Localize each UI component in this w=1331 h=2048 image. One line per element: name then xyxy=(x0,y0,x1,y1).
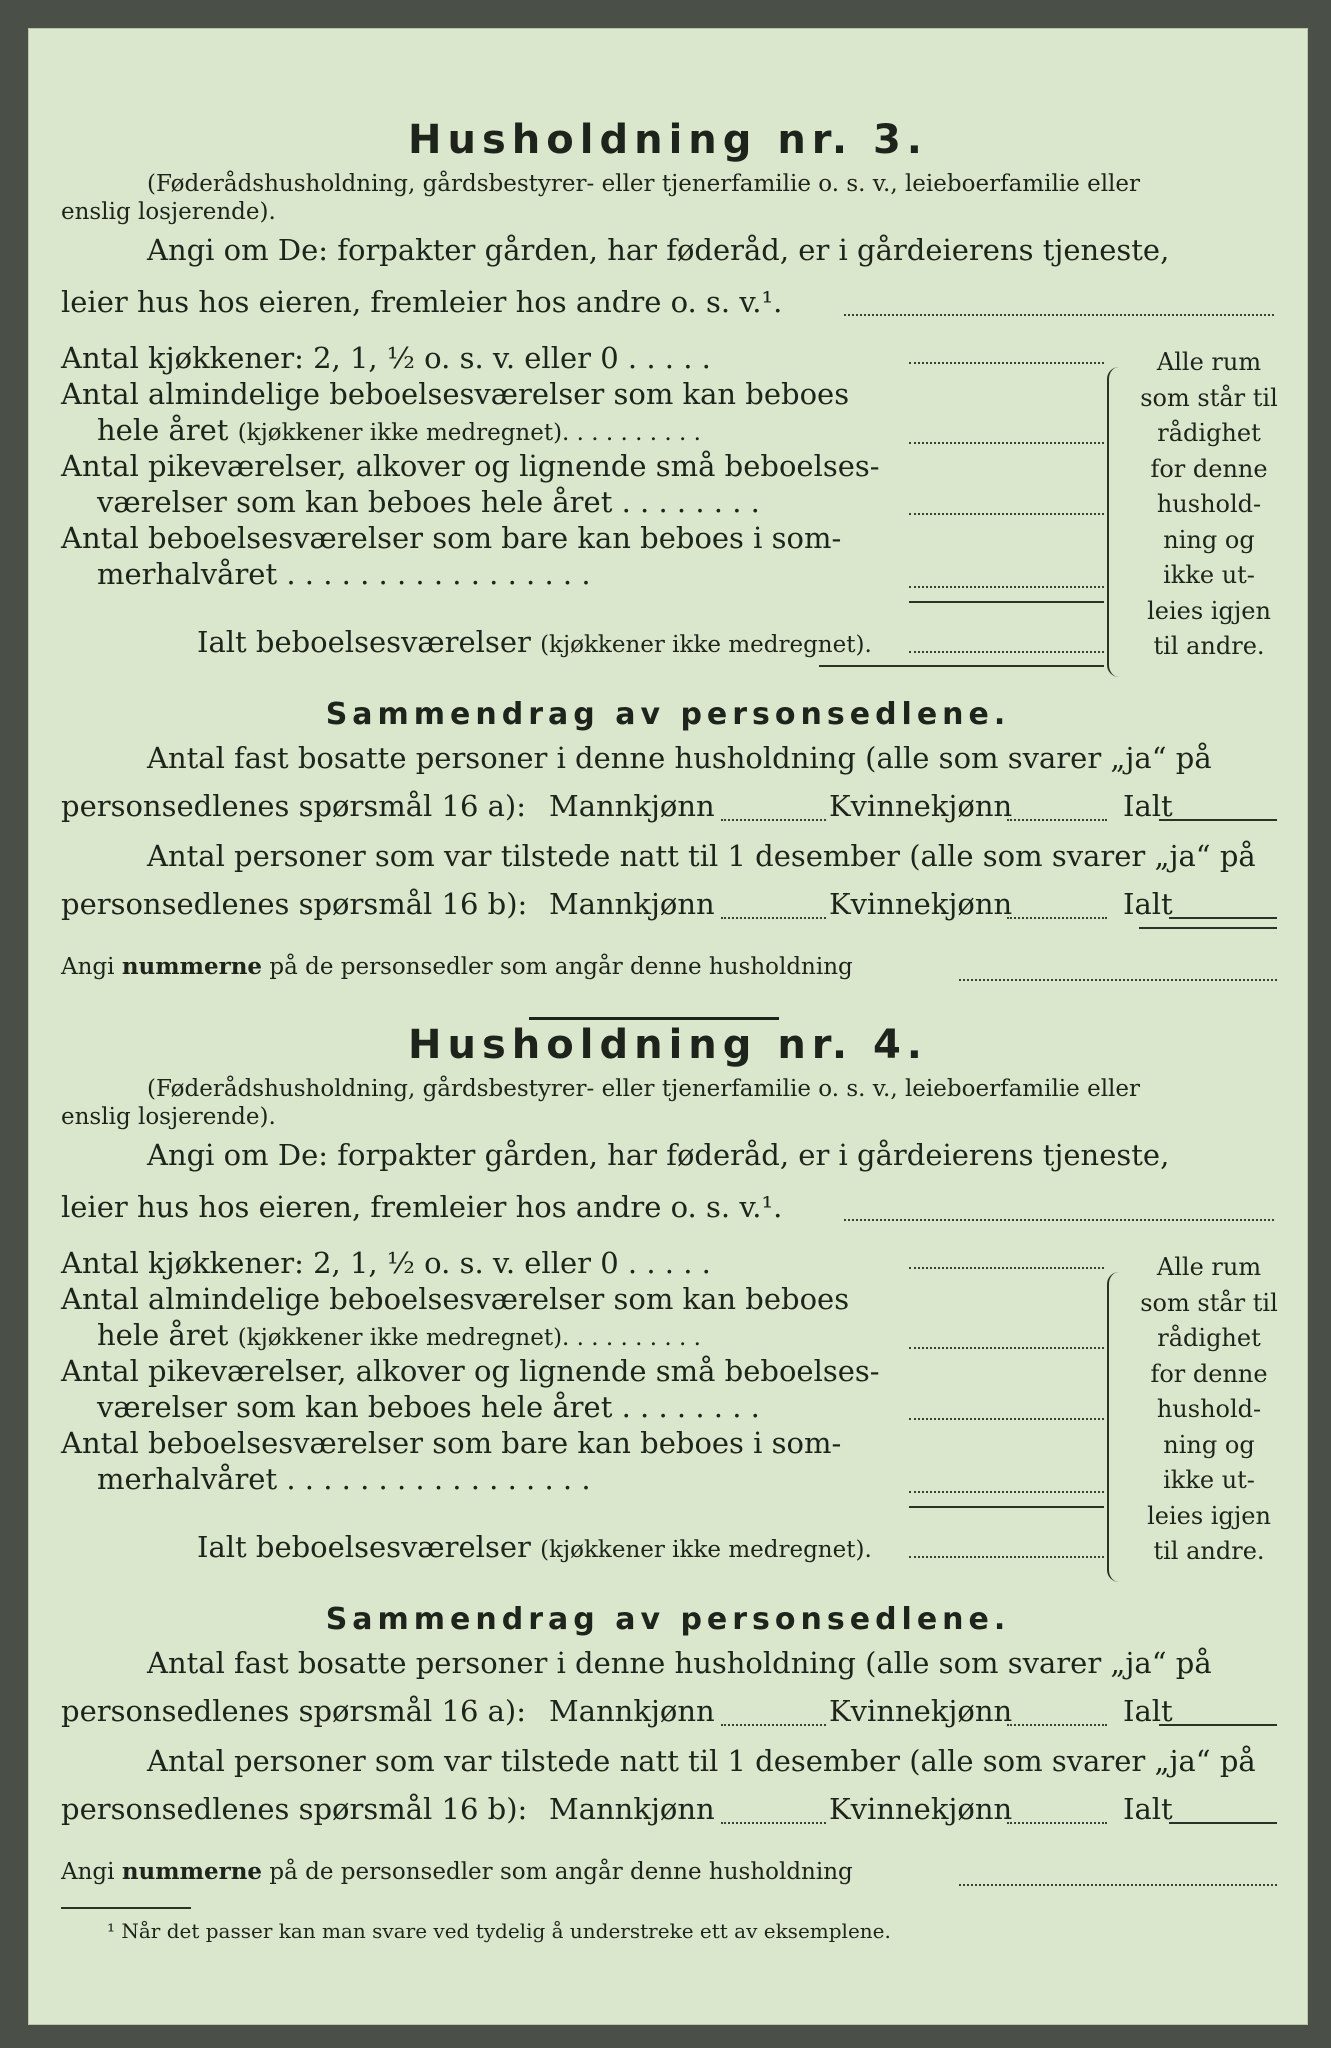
side-note: Alle rum som står til rådighet for denne hushold- ning og ikke ut- leies igjen til andre. xyxy=(1140,348,1278,660)
present-total-field[interactable] xyxy=(1169,917,1277,919)
numbers-label: Angi nummerne på de personsedler som angår denne husholdning xyxy=(61,953,853,980)
summer-rooms-underline xyxy=(909,1506,1104,1508)
present-line1: Antal personer som var tilstede natt til 1 desember (alle som svarer „ja“ på xyxy=(147,1744,1256,1778)
ask-answer-field[interactable] xyxy=(844,314,1274,316)
summer-rooms-label-line2: merhalvåret . . . . . . . . . . . . . . . . . xyxy=(97,557,591,591)
summer-rooms-label-line2: merhalvåret . . . . . . . . . . . . . . . . . xyxy=(97,1462,591,1496)
resident-line1: Antal fast bosatte personer i denne husholdning (alle som svarer „ja“ på xyxy=(147,741,1212,775)
present-total-label: Ialt xyxy=(1123,1792,1173,1826)
summer-rooms-underline xyxy=(909,601,1104,603)
resident-line2: personsedlenes spørsmål 16 a): xyxy=(61,1694,527,1728)
kitchens-label: Antal kjøkkener: 2, 1, ½ o. s. v. eller 0 . . . . . xyxy=(61,341,711,375)
rooms-label-line1: Antal almindelige beboelsesværelser som kan beboes xyxy=(61,377,850,411)
resident-line1: Antal fast bosatte personer i denne husholdning (alle som svarer „ja“ på xyxy=(147,1646,1212,1680)
maid-rooms-label-line1: Antal pikeværelser, alkover og lignende små beboelses- xyxy=(61,449,880,483)
present-line2: personsedlenes spørsmål 16 b): xyxy=(61,1792,528,1826)
resident-line2: personsedlenes spørsmål 16 a): xyxy=(61,789,527,823)
present-total-field[interactable] xyxy=(1169,1822,1277,1824)
maid-rooms-label-line2: værelser som kan beboes hele året . . . . . . . . xyxy=(97,485,760,519)
total-rooms-field[interactable] xyxy=(909,1556,1104,1558)
household-title: Husholdning nr. 3. xyxy=(408,117,928,163)
resident-total-label: Ialt xyxy=(1123,789,1173,823)
numbers-field[interactable] xyxy=(959,1884,1277,1886)
rooms-field[interactable] xyxy=(909,1347,1104,1349)
resident-total-field[interactable] xyxy=(1159,1724,1277,1726)
rooms-label-line2: hele året (kjøkkener ikke medregnet). . . . . . . . . . xyxy=(97,413,701,447)
footnote-rule xyxy=(61,1907,191,1909)
present-female-field[interactable] xyxy=(1007,917,1107,919)
ask-line2: leier hus hos eieren, fremleier hos andre o. s. v.¹. xyxy=(61,285,783,319)
ask-line1: Angi om De: forpakter gården, har føderåd, er i gårdeierens tjeneste, xyxy=(147,233,1170,267)
summer-rooms-field[interactable] xyxy=(909,1491,1104,1493)
total-rooms-field[interactable] xyxy=(909,651,1104,653)
kitchens-field[interactable] xyxy=(909,362,1104,364)
summary-title: Sammendrag av personsedlene. xyxy=(325,1602,1011,1637)
present-male-field[interactable] xyxy=(721,917,826,919)
total-rooms-label: Ialt beboelsesværelser (kjøkkener ikke medregnet). xyxy=(197,1530,872,1564)
resident-female-field[interactable] xyxy=(1007,819,1107,821)
summer-rooms-label-line1: Antal beboelsesværelser som bare kan beboes i som- xyxy=(61,521,842,555)
present-female-label: Kvinnekjønn xyxy=(829,1792,1013,1826)
present-male-field[interactable] xyxy=(721,1822,826,1824)
household-note-line2: enslig losjerende). xyxy=(61,199,276,225)
ask-answer-field[interactable] xyxy=(844,1219,1274,1221)
side-note-brace xyxy=(1107,367,1123,677)
present-male-label: Mannkjønn xyxy=(549,887,715,921)
household-note-line1: (Føderådshusholdning, gårdsbestyrer- eller tjenerfamilie o. s. v., leieboerfamilie eller xyxy=(147,171,1141,197)
numbers-label: Angi nummerne på de personsedler som angår denne husholdning xyxy=(61,1858,853,1885)
resident-male-field[interactable] xyxy=(721,1724,826,1726)
maid-rooms-field[interactable] xyxy=(909,513,1104,515)
household-title: Husholdning nr. 4. xyxy=(408,1022,928,1068)
footnote: ¹ Når det passer kan man svare ved tydelig å understreke ett av eksemplene. xyxy=(107,1919,891,1943)
ask-line1: Angi om De: forpakter gården, har føderåd, er i gårdeierens tjeneste, xyxy=(147,1138,1170,1172)
total-rooms-label: Ialt beboelsesværelser (kjøkkener ikke medregnet). xyxy=(197,625,872,659)
kitchens-field[interactable] xyxy=(909,1267,1104,1269)
summer-rooms-label-line1: Antal beboelsesværelser som bare kan beboes i som- xyxy=(61,1426,842,1460)
present-line2: personsedlenes spørsmål 16 b): xyxy=(61,887,528,921)
census-form-page xyxy=(28,28,1308,2025)
ask-line2: leier hus hos eieren, fremleier hos andre o. s. v.¹. xyxy=(61,1190,783,1224)
resident-total-label: Ialt xyxy=(1123,1694,1173,1728)
resident-male-label: Mannkjønn xyxy=(549,789,715,823)
present-male-label: Mannkjønn xyxy=(549,1792,715,1826)
resident-total-field[interactable] xyxy=(1159,819,1277,821)
maid-rooms-field[interactable] xyxy=(909,1418,1104,1420)
resident-male-field[interactable] xyxy=(721,819,826,821)
maid-rooms-label-line2: værelser som kan beboes hele året . . . . . . . . xyxy=(97,1390,760,1424)
present-total-label: Ialt xyxy=(1123,887,1173,921)
rooms-label-line1: Antal almindelige beboelsesværelser som kan beboes xyxy=(61,1282,850,1316)
household-note-line1: (Føderådshusholdning, gårdsbestyrer- eller tjenerfamilie o. s. v., leieboerfamilie eller xyxy=(147,1076,1141,1102)
present-female-label: Kvinnekjønn xyxy=(829,887,1013,921)
resident-female-field[interactable] xyxy=(1007,1724,1107,1726)
rooms-field[interactable] xyxy=(909,442,1104,444)
resident-male-label: Mannkjønn xyxy=(549,1694,715,1728)
present-total-double-line xyxy=(1139,927,1277,929)
present-line1: Antal personer som var tilstede natt til 1 desember (alle som svarer „ja“ på xyxy=(147,839,1256,873)
summary-title: Sammendrag av personsedlene. xyxy=(325,697,1011,732)
section-divider xyxy=(529,1017,779,1020)
side-note-brace xyxy=(1107,1272,1123,1582)
kitchens-label: Antal kjøkkener: 2, 1, ½ o. s. v. eller 0 . . . . . xyxy=(61,1246,711,1280)
present-female-field[interactable] xyxy=(1007,1822,1107,1824)
numbers-field[interactable] xyxy=(959,979,1277,981)
total-rooms-underline xyxy=(819,665,1104,667)
household-note-line2: enslig losjerende). xyxy=(61,1104,276,1130)
summer-rooms-field[interactable] xyxy=(909,586,1104,588)
maid-rooms-label-line1: Antal pikeværelser, alkover og lignende små beboelses- xyxy=(61,1354,880,1388)
side-note: Alle rum som står til rådighet for denne hushold- ning og ikke ut- leies igjen til andre. xyxy=(1140,1253,1278,1565)
resident-female-label: Kvinnekjønn xyxy=(829,1694,1013,1728)
rooms-label-line2: hele året (kjøkkener ikke medregnet). . . . . . . . . . xyxy=(97,1318,701,1352)
resident-female-label: Kvinnekjønn xyxy=(829,789,1013,823)
